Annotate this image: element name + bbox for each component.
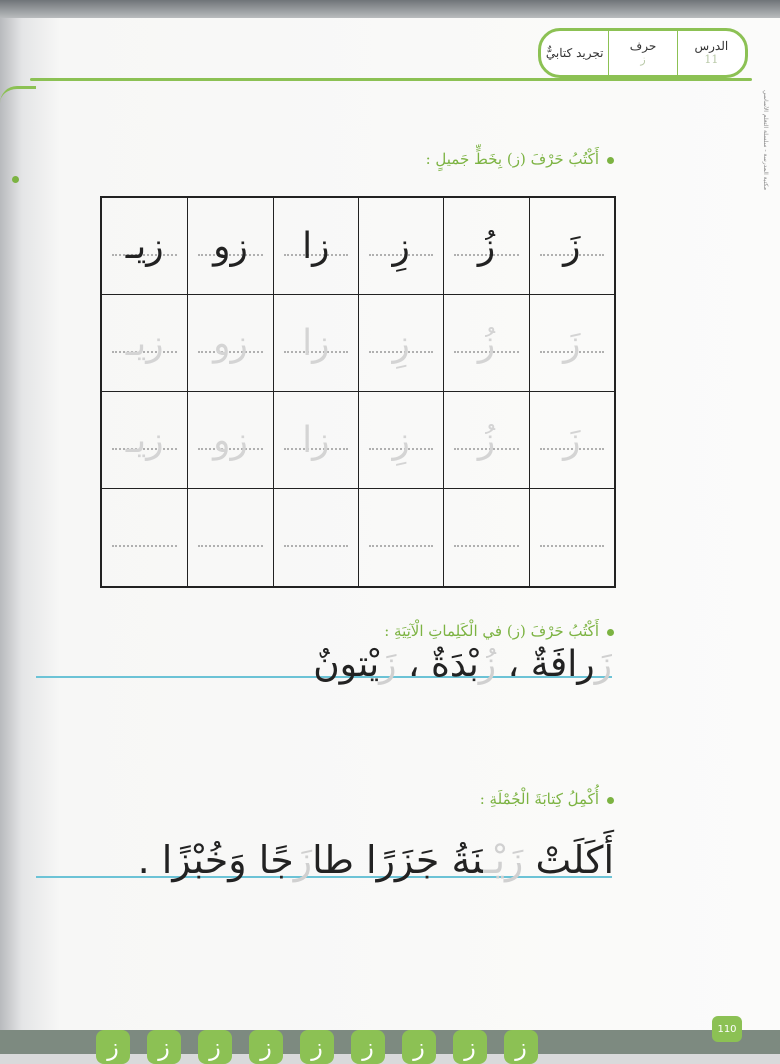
grid-cell: [443, 295, 528, 392]
trace-letter: زو: [213, 322, 248, 364]
grid-cell: [529, 392, 614, 489]
instruction-write-letter: [426, 150, 614, 168]
type-cell: [541, 31, 608, 75]
grid-cell: [187, 295, 272, 392]
grid-cell[interactable]: [273, 489, 358, 586]
practice-word: زَيْتونٌ: [313, 644, 397, 685]
footer-letter-tile: ز: [249, 1030, 283, 1064]
decorative-dot: [12, 176, 19, 183]
bullet-icon: [607, 157, 614, 164]
instruction-3-text: أُكْمِلُ كِتابَةَ الْجُمْلَةِ :: [479, 790, 599, 808]
grid-cell[interactable]: [529, 489, 614, 586]
sentence-part: نَةُ جَزَرًا طا: [312, 838, 484, 882]
instruction-complete-sentence: [480, 790, 614, 808]
model-letter: زِ: [392, 225, 410, 267]
grid-cell: [187, 392, 272, 489]
grid-cell: [529, 295, 614, 392]
instruction-2-text: أَكْتُبُ حَرْفَ (ز) في الْكَلِماتِ الْآتِيَةِ :: [384, 622, 599, 640]
letter-label: حرف: [629, 39, 657, 53]
grid-cell: [102, 198, 187, 295]
bullet-icon: [607, 629, 614, 636]
model-letter: زيـ: [125, 225, 164, 267]
model-letter: زا: [302, 225, 330, 267]
lesson-label: الدرس: [694, 39, 729, 53]
lesson-header: [538, 28, 748, 78]
grid-cell: [358, 295, 443, 392]
instruction-write-in-words: [384, 622, 614, 640]
word-separator: ،: [496, 644, 531, 685]
trace-letter: زيـ: [125, 419, 164, 461]
grid-cell: [443, 392, 528, 489]
type-label: تجريد كتابيٌّ: [545, 46, 604, 60]
footer-letter-tile: ز: [504, 1030, 538, 1064]
footer-letter-tile: ز: [147, 1030, 181, 1064]
grid-cell[interactable]: [443, 489, 528, 586]
trace-letter: زو: [213, 419, 248, 461]
instruction-1-text: أَكْتُبُ حَرْفَ (ز) بِخَطٍّ جَميلٍ :: [425, 150, 599, 168]
grid-cell: [273, 392, 358, 489]
grid-cell: [187, 198, 272, 295]
writing-grid: [100, 196, 616, 588]
trace-letter: زيـ: [125, 322, 164, 364]
grid-cell: [358, 198, 443, 295]
side-caption: مكتبة المدرسة - سلسلة التعلم الأساسي: [762, 90, 769, 191]
grid-cell[interactable]: [187, 489, 272, 586]
letter-value: ز: [640, 53, 646, 66]
footer-letter-tile: ز: [351, 1030, 385, 1064]
trace-letter: زُ: [477, 322, 496, 364]
lesson-number: 11: [704, 53, 719, 66]
trace-letter: زِ: [392, 322, 410, 364]
letter-cell: [608, 31, 676, 75]
practice-word: زُبْدَةٌ: [431, 644, 497, 685]
trace-letter: زَ: [563, 419, 581, 461]
sentence-part: أَكَلَتْ: [523, 838, 614, 882]
footer-letter-tile: ز: [198, 1030, 232, 1064]
trace-letter: زَ: [563, 322, 581, 364]
model-letter: زُ: [477, 225, 496, 267]
footer-letter-tile: ز: [453, 1030, 487, 1064]
top-shadow: [0, 0, 780, 18]
grid-cell[interactable]: [358, 489, 443, 586]
decorative-curve: [0, 86, 36, 103]
lesson-cell: [677, 31, 745, 75]
trace-letter: زا: [302, 419, 330, 461]
grid-cell: [529, 198, 614, 295]
grid-cell: [273, 295, 358, 392]
model-letter: زَ: [563, 225, 581, 267]
grid-cell: [102, 295, 187, 392]
grid-cell: [443, 198, 528, 295]
footer-letter-tile: ز: [402, 1030, 436, 1064]
sentence-trace-part: زَ: [293, 838, 313, 882]
sentence-row: [138, 832, 614, 888]
header-divider: [30, 78, 752, 81]
words-row: [313, 640, 612, 690]
word-separator: ،: [396, 644, 432, 685]
bullet-icon: [607, 797, 614, 804]
grid-cell: [273, 198, 358, 295]
grid-cell[interactable]: [102, 489, 187, 586]
trace-letter: زا: [302, 322, 330, 364]
trace-letter: زُ: [477, 419, 496, 461]
footer-letter-tile: ز: [300, 1030, 334, 1064]
grid-cell: [358, 392, 443, 489]
sentence-trace-part: زَيْـ: [483, 838, 524, 882]
footer-letter-tile: ز: [96, 1030, 130, 1064]
grid-cell: [102, 392, 187, 489]
practice-word: زَرافَةٌ: [530, 644, 612, 685]
page-number: 110: [712, 1016, 742, 1042]
footer-letter-tiles: [96, 1030, 538, 1064]
trace-letter: زِ: [392, 419, 410, 461]
sentence-part: جًا وَخُبْزًا .: [137, 838, 294, 882]
model-letter: زو: [213, 225, 248, 267]
